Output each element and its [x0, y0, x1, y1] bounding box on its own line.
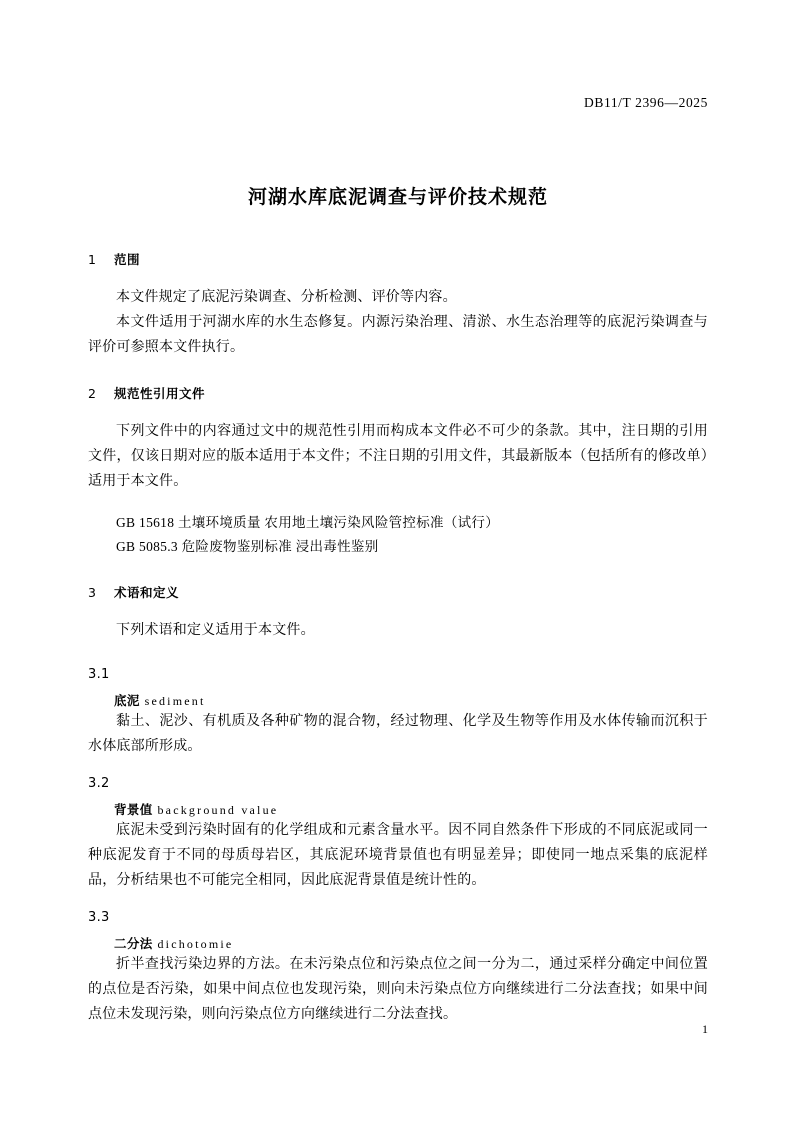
page-title: 河湖水库底泥调查与评价技术规范: [247, 186, 548, 208]
section-title-1: 范围: [114, 252, 141, 267]
section-1-paragraph-1: 本文件规定了底泥污染调查、分析检测、评价等内容。: [116, 290, 457, 305]
section-heading-1: [88, 250, 708, 268]
term-cn-3-1: 底泥: [114, 693, 140, 708]
normative-reference-1: GB 15618 土壤环境质量 农用地土壤污染风险管控标准（试行）: [116, 515, 500, 530]
section-heading-3: [88, 583, 708, 601]
term-number-3-3: 3.3: [88, 910, 110, 925]
term-definition-3-1: 黏土、泥沙、有机质及各种矿物的混合物，经过物理、化学及生物等作用及水体传输而沉积于水体底部所形成。: [88, 714, 708, 754]
term-cn-3-3: 二分法: [114, 936, 153, 951]
section-3-paragraph-1: 下列术语和定义适用于本文件。: [116, 623, 315, 638]
section-title-2: 规范性引用文件: [114, 386, 206, 401]
term-title-3-3: [88, 934, 708, 952]
section-1-paragraph-2: 本文件适用于河湖水库的水生态修复。内源污染治理、清淤、水生态治理等的底泥污染调查与评价可参照本文件执行。: [88, 315, 708, 355]
term-definition-3-3: 折半查找污染边界的方法。在未污染点位和污染点位之间一分为二，通过采样分确定中间位置的点位是否污染，如果中间点位也发现污染，则向未污染点位方向继续进行二分法查找；如果中间点位未发现污染，则向污染点位方向继续进行二分法查找。: [88, 957, 708, 1022]
section-title-3: 术语和定义: [114, 585, 180, 600]
document-body: [88, 250, 708, 1027]
section-2-paragraph-1: 下列文件中的内容通过文中的规范性引用而构成本文件必不可少的条款。其中，注日期的引用文件，仅该日期对应的版本适用于本文件；不注日期的引用文件，其最新版本（包括所有的修改单）适用于本文件。: [88, 424, 708, 489]
term-cn-3-2: 背景值: [114, 802, 153, 817]
term-en-3-1: sediment: [144, 694, 206, 708]
term-en-3-2: background value: [157, 803, 279, 817]
term-title-3-2: [88, 800, 708, 818]
term-en-3-3: dichotomie: [157, 937, 234, 951]
normative-reference-2: GB 5085.3 危险废物鉴别标准 浸出毒性鉴别: [116, 539, 379, 554]
term-number-3-1: 3.1: [88, 667, 110, 682]
section-number-2: 2: [88, 386, 97, 401]
term-title-3-1: [88, 691, 708, 709]
section-number-3: 3: [88, 585, 97, 600]
section-heading-2: [88, 384, 708, 402]
term-definition-3-2: 底泥未受到污染时固有的化学组成和元素含量水平。因不同自然条件下形成的不同底泥或同一种底泥发育于不同的母质母岩区，其底泥环境背景值也有明显差异；即使同一地点采集的底泥样品，分析结果也不可能完全相同，因此底泥背景值是统计性的。: [88, 823, 708, 888]
page-number: 1: [702, 1022, 708, 1036]
section-number-1: 1: [88, 252, 97, 267]
standard-number: DB11/T 2396—2025: [584, 95, 708, 110]
term-number-3-2: 3.2: [88, 776, 110, 791]
